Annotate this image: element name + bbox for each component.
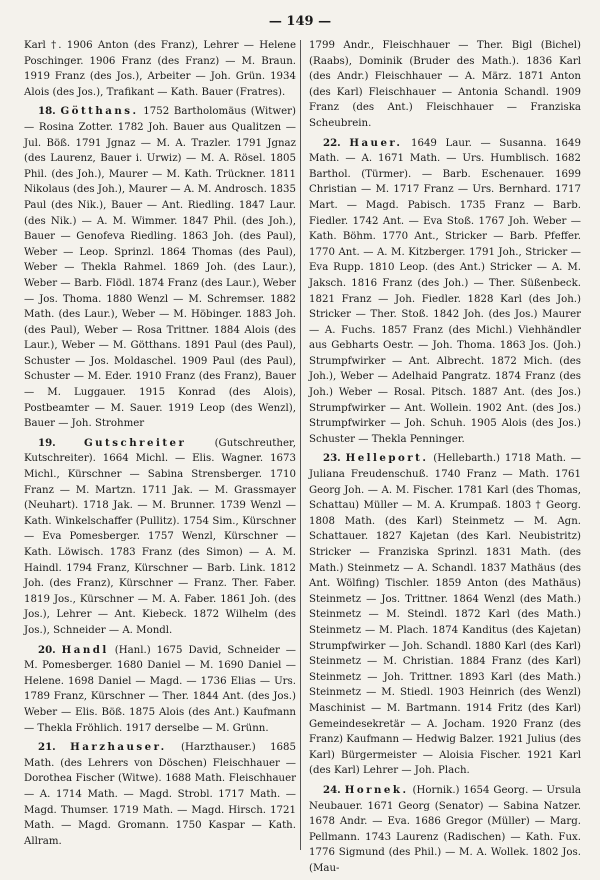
entry-helleport bbox=[309, 451, 581, 778]
entry-number: 24. bbox=[323, 783, 341, 796]
family-name: Harzhauser. bbox=[70, 741, 167, 754]
entry-goetthans bbox=[24, 104, 296, 431]
entry-handl bbox=[24, 643, 296, 737]
entry-number: 22. bbox=[323, 136, 341, 149]
family-name: Hauer. bbox=[349, 136, 403, 149]
family-name: Götthans. bbox=[60, 105, 139, 118]
left-column bbox=[24, 38, 296, 853]
family-name: Handl bbox=[61, 643, 109, 656]
entry-number: 21. bbox=[38, 741, 56, 754]
entry-text: (Hornik.) 1654 Georg. — Ursula Neubauer. 1671 Georg (Senator) — Sabina Natzer. 1678 Andr. — Eva. 1686 Gregor (Müller) — Marg. Pellmann. 1743 Laurenz (Radischen) — Kath. Fux. 1776 Sigmund (des Phil.) — M. A. Wollek. 1802 Jos. (Mau- bbox=[309, 784, 581, 874]
entry-text: (Hellebarth.) 1718 Math. — Juliana Freudenschuß. 1740 Franz — Math. 1761 Georg Joh. — A. M. Fischer. 1781 Karl (des Thomas, Schattau) Müller — M. A. Krumpaß. 1803 † Georg. 1808 Math. (des Karl) Steinmetz — M. Agn. Schattauer. 1827 Kajetan (des Karl. Neubistritz) Stricker — Franziska Sprinzl. 1831 Math. (des Math.) Steinmetz — A. Schandl. 1837 Mathäus (des Ant. Wölfing) Tischler. 1859 Anton (des Mathäus) Steinmetz — Jos. Trittner. 1864 Wenzl (des Math.) Steinmetz — M. Steindl. 1872 Karl (des Math.) Steinmetz — M. Plach. 1874 Kanditus (des Kajetan) Strumpfwirker — Joh. Schandl. 1880 Karl (des Karl) Steinmetz — M. Christian. 1884 Franz (des Karl) Steinmetz — Joh. Trittner. 1893 Karl (des Math.) Steinmetz — M. Stiedl. 1903 Heinrich (des Wenzl) Maschinist — M. Bartmann. 1914 Fritz (des Karl) Gemeindesekretär — A. Jocham. 1920 Franz (des Franz) Kaufmann — Hedwig Balzer. 1921 Julius (des Karl) Bürgermeister — Aloisia Fischer. 1921 Karl (des Karl) Lehrer — Joh. Plach. bbox=[309, 453, 581, 777]
entry-gutschreiter bbox=[24, 436, 296, 639]
entry-number: 19. bbox=[38, 436, 56, 449]
column-divider bbox=[300, 40, 301, 850]
entry-text: (Harzthauser.) 1685 Math. (des Lehrers von Döschen) Fleischhauer — Dorothea Fischer (Witwe). 1688 Math. Fleischhauer — A. 1714 Math. — Magd. Strobl. 1717 Math. — Magd. Thumser. 1719 Math. — Magd. Hirsch. 1721 Math. — Magd. Gromann. 1750 Kaspar — Kath. Allram. bbox=[24, 742, 296, 847]
entry-text: (Gutschreuther, Kutschreiter). 1664 Michl. — Elis. Wagner. 1673 Michl., Kürschner — Sabina Strensberger. 1710 Franz — M. Martzn. 1711 Jak. — M. Grassmayer (Neuhart). 1718 Jak. — M. Brunner. 1739 Wenzl — Kath. Winkelschaffer (Pullitz). 1754 Sim., Kürschner — Eva Pomesberger. 1757 Wenzl, Kürschner — Kath. Löwisch. 1783 Franz (des Simon) — A. M. Haindl. 1794 Franz, Kürschner — Barb. Link. 1812 Joh. (des Franz), Kürschner — Franz. Ther. Faber. 1819 Jos., Kürschner — M. A. Faber. 1861 Joh. (des Jos.), Lehrer — Ant. Kiebeck. 1872 Wilhelm (des Jos.), Schneider — A. Mondl. bbox=[24, 437, 296, 636]
entry-hauer bbox=[309, 136, 581, 448]
entry-continuation: Karl †. 1906 Anton (des Franz), Lehrer — Helene Poschinger. 1906 Franz (des Franz) — M. Braun. 1919 Franz (des Jos.), Arbeiter — Joh. Grün. 1934 Alois (des Jos.), Trafikant — Kath. Bauer (Fratres). bbox=[24, 40, 296, 98]
family-name: Hornek. bbox=[344, 783, 409, 796]
entry-number: 18. bbox=[38, 105, 56, 118]
entry-continuation: 1799 Andr., Fleischhauer — Ther. Bigl (Bichel) (Raabs), Dominik (Bruder des Math.). 1836 Karl (des Andr.) Fleischhauer — A. März. 1871 Anton (des Karl) Fleischhauer — Antonia Schandl. 1909 Franz (des Ant.) Fleischhauer — Franziska Scheubrein. bbox=[309, 40, 581, 129]
family-name: Helleport. bbox=[345, 452, 429, 465]
entry-harzhauser bbox=[24, 740, 296, 849]
page-number: — 149 — bbox=[268, 14, 332, 29]
entry-number: 23. bbox=[323, 452, 341, 465]
entry-hornek bbox=[309, 783, 581, 877]
family-name: Gutschreiter bbox=[83, 436, 187, 449]
entry-text: 1752 Bartholomäus (Witwer) — Rosina Zotter. 1782 Joh. Bauer aus Qualitzen — Jul. Böß. 1791 Jgnaz — M. A. Trazler. 1791 Jgnaz (des Laurenz, Bauer i. Urwiz) — M. A. Rösel. 1805 Phil. (des Joh.), Maurer — M. Kath. Trückner. 1811 Nikolaus (des Joh.), Maurer — A. M. Androsch. 1835 Paul (des Nik.), Bauer — Ant. Riedling. 1847 Laur. (des Nik.) — A. M. Wimmer. 1847 Phil. (des Joh.), Bauer — Genofeva Riedling. 1863 Joh. (des Paul), Weber — Leop. Sprinzl. 1864 Thomas (des Paul), Weber — Thekla Rahmel. 1869 Joh. (des Laur.), Weber — Barb. Flödl. 1874 Franz (des Laur.), Weber — Jos. Thoma. 1880 Wenzl — M. Schremser. 1882 Math. (des Laur.), Weber — M. Höbinger. 1883 Joh. (des Paul), Weber — Rosa Trittner. 1884 Alois (des Laur.), Weber — M. Götthans. 1891 Paul (des Paul), Schuster — Jos. Moldaschel. 1909 Paul (des Paul), Schuster — M. Eder. 1910 Franz (des Franz), Bauer — M. Luggauer. 1915 Konrad (des Alois), Postbeamter — M. Sauer. 1919 Leop (des Wenzl), Bauer — Joh. Strohmer bbox=[24, 106, 296, 430]
entry-number: 20. bbox=[38, 643, 56, 656]
entry-text: (Hanl.) 1675 David, Schneider — M. Pomesberger. 1680 Daniel — M. 1690 Daniel — Helene. 1698 Daniel — Magd. — 1736 Elias — Urs. 1789 Franz, Kürschner — Ther. 1844 Ant. (des Jos.) Weber — Elis. Böß. 1875 Alois (des Ant.) Kaufmann — Thekla Fröhlich. 1917 derselbe — M. Grünn. bbox=[24, 644, 296, 734]
entry-text: 1649 Laur. — Susanna. 1649 Math. — A. 1671 Math. — Urs. Humblisch. 1682 Barthol. (Türmer). — Barb. Eschenauer. 1699 Christian — M. 1717 Franz — Urs. Bernhard. 1717 Mart. — Magd. Pabisch. 1735 Franz — Barb. Fiedler. 1742 Ant. — Eva Stoß. 1767 Joh. Weber — Kath. Böhm. 1770 Ant., Stricker — Barb. Pfeffer. 1770 Ant. — A. M. Kitzberger. 1791 Joh., Stricker — Eva Rupp. 1810 Leop. (des Ant.) Stricker — A. M. Jaksch. 1816 Franz (des Joh.) — Ther. Süßenbeck. 1821 Franz — Joh. Fiedler. 1828 Karl (des Joh.) Stricker — Ther. Stoß. 1842 Joh. (des Jos.) Maurer — A. Fuchs. 1857 Franz (des Michl.) Viehhändler aus Gebharts Oestr. — Joh. Thoma. 1863 Jos. (Joh.) Strumpfwirker — Ant. Albrecht. 1872 Mich. (des Joh.), Weber — Adelhaid Pangratz. 1874 Franz (des Joh.) Weber — Rosal. Pitsch. 1887 Ant. (des Jos.) Strumpfwirker — Ant. Wollein. 1902 Ant. (des Jos.) Strumpfwirker — Joh. Schuh. 1905 Alois (des Jos.) Schuster — Thekla Penninger. bbox=[309, 137, 581, 445]
right-column bbox=[309, 38, 581, 880]
